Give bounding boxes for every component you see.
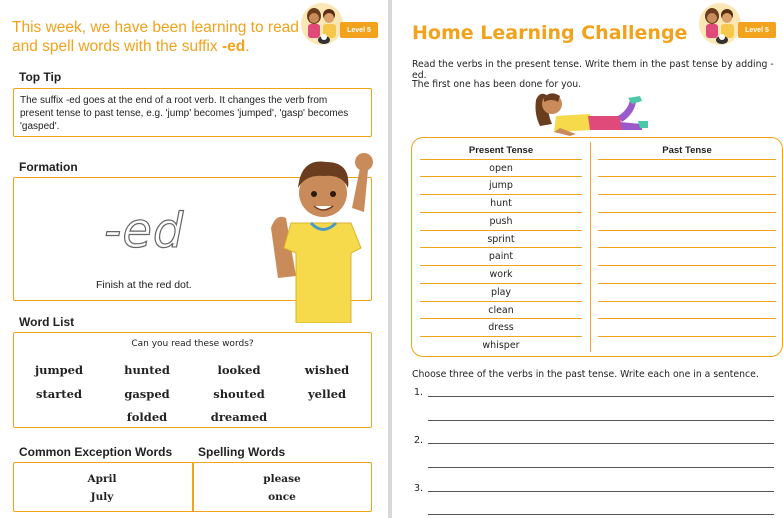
word-item: wished [304, 363, 350, 377]
exception-word: July [90, 491, 114, 503]
girl-illustration-icon [530, 88, 650, 138]
sentence-number: 2. [414, 435, 424, 446]
word-list-box [13, 332, 372, 428]
writing-line[interactable] [428, 396, 774, 397]
present-verb: clean [488, 305, 514, 316]
writing-line[interactable] [428, 514, 774, 515]
top-tip-text: The suffix -ed goes at the end of a root verb. It changes the verb from present tense to past tense, e.g. 'jump' becomes 'jumped', 'gasp' becomes 'gasped'. [20, 95, 349, 132]
word-list-heading: Word List [19, 315, 75, 329]
present-tense-header: Present Tense [468, 145, 534, 156]
common-exception-heading: Common Exception Words [19, 445, 173, 459]
instruction-2: The first one has been done for you. [412, 79, 582, 90]
present-verb: push [489, 216, 513, 227]
instruction-1: Read the verbs in the present tense. Write them in the past tense by adding -ed. [412, 59, 774, 81]
present-verb: whisper [482, 340, 520, 351]
title-end: . [245, 38, 250, 55]
formation-note: Finish at the red dot. [96, 279, 192, 291]
word-item: folded [126, 410, 168, 424]
word-item: jumped [34, 363, 84, 377]
word-item: yelled [307, 387, 347, 401]
boy-illustration-icon [256, 148, 386, 323]
sentence-number: 1. [414, 387, 424, 398]
verb-table [411, 137, 783, 357]
left-page [0, 0, 388, 518]
level-badge [300, 2, 378, 48]
word-item: looked [217, 363, 261, 377]
left-page-title [12, 18, 302, 56]
level-badge [698, 2, 776, 48]
instruction-3: Choose three of the verbs in the past tense. Write each one in a sentence. [412, 369, 759, 380]
title-text: This week, we have been learning to read and spell words with the suffix [12, 19, 299, 55]
right-page-title: Home Learning Challenge [412, 22, 688, 44]
writing-line[interactable] [428, 420, 774, 421]
word-item: dreamed [210, 410, 268, 424]
formation-glyph: -ed [104, 203, 185, 259]
word-item: gasped [124, 387, 170, 401]
word-item: started [36, 387, 82, 401]
present-verb: jump [489, 180, 513, 191]
writing-line[interactable] [428, 443, 774, 444]
present-verb: sprint [487, 234, 515, 245]
top-tip-heading: Top Tip [19, 70, 62, 84]
children-illustration-icon [698, 2, 742, 48]
spelling-word: please [263, 473, 301, 485]
level-label: Level 5 [340, 22, 378, 38]
box-divider [192, 462, 194, 512]
spelling-words-heading: Spelling Words [198, 445, 286, 459]
present-verb: hunt [490, 198, 512, 209]
present-verb: dress [488, 322, 514, 333]
exception-spelling-box [13, 462, 372, 512]
sentence-number: 3. [414, 483, 424, 494]
formation-heading: Formation [19, 160, 78, 174]
top-tip-box [13, 88, 372, 137]
present-verb: work [489, 269, 513, 280]
children-illustration-icon [300, 2, 344, 48]
word-item: hunted [124, 363, 170, 377]
past-tense-header: Past Tense [662, 145, 712, 156]
spelling-word: once [268, 491, 296, 503]
word-item: shouted [213, 387, 265, 401]
writing-line[interactable] [428, 467, 774, 468]
writing-line[interactable] [428, 491, 774, 492]
present-verb: paint [488, 251, 514, 262]
word-list-question: Can you read these words? [131, 339, 254, 349]
level-label: Level 5 [738, 22, 776, 38]
right-page [392, 0, 783, 518]
present-verb: open [489, 163, 513, 174]
table-column-divider [590, 142, 591, 352]
exception-word: April [87, 473, 117, 485]
present-verb: play [490, 287, 512, 298]
title-suffix: -ed [221, 38, 246, 55]
